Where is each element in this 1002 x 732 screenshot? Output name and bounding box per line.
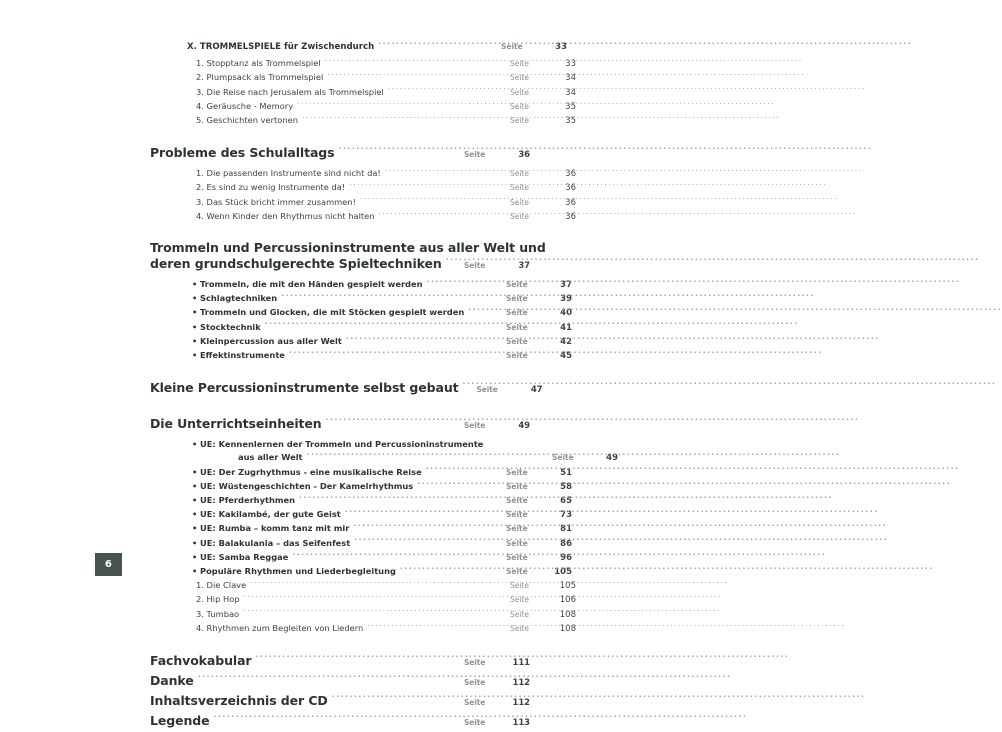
toc-entry-page-number: 49 bbox=[518, 421, 530, 432]
toc-entry-seite-label: Seite bbox=[510, 87, 530, 97]
toc-entry-page-number: 81 bbox=[560, 524, 572, 535]
toc-entry-seite-label: Seite bbox=[510, 623, 530, 633]
toc-entry-label: aus aller Welt bbox=[238, 452, 303, 463]
dot-leader bbox=[400, 566, 498, 574]
toc-entry-page-number: 106 bbox=[559, 595, 576, 606]
toc-entry-label: 1. Die passenden Instrumente sind nicht da! bbox=[196, 168, 381, 179]
toc-entry-page-number: 112 bbox=[512, 698, 530, 709]
toc-entry-label: 3. Die Reise nach Jerusalem als Trommelspiel bbox=[196, 86, 384, 97]
toc-entry-seite-label: Seite bbox=[464, 678, 486, 688]
dot-leader bbox=[427, 279, 498, 287]
toc-entry-seite-label: Seite bbox=[464, 698, 486, 708]
toc-entry-seite-label: Seite bbox=[464, 150, 486, 160]
dot-leader bbox=[307, 452, 544, 460]
toc-entry-label: X. TROMMELSPIELE für Zwischendurch bbox=[187, 42, 375, 52]
toc-entry-page-number: 73 bbox=[560, 510, 572, 521]
toc-entry-seite-label: Seite bbox=[510, 183, 530, 193]
toc-entry-label: 5. Geschichten vertonen bbox=[196, 115, 298, 126]
toc-entry-page-number: 40 bbox=[560, 308, 572, 319]
toc-entry-seite-label: Seite bbox=[506, 538, 528, 548]
toc-entry-page-number: 51 bbox=[560, 467, 572, 478]
dot-leader bbox=[281, 293, 498, 301]
toc-entry-seite-label: Seite bbox=[506, 510, 528, 520]
toc-entry-seite-label: Seite bbox=[506, 524, 528, 534]
toc-entry-label: Inhaltsverzeichnis der CD bbox=[150, 693, 328, 709]
toc-entry-label: • UE: Samba Reggae bbox=[192, 551, 292, 564]
dot-leader bbox=[379, 211, 502, 219]
toc-entry-page-number: 33 bbox=[555, 42, 567, 52]
toc-heading-line: Trommeln und Percussioninstrumente aus aller Welt und bbox=[150, 240, 546, 256]
toc-entry-label: 3. Das Stück bricht immer zusammen! bbox=[196, 196, 356, 207]
toc-entry[interactable] bbox=[150, 379, 543, 399]
toc-entry-label: • Effektinstrumente bbox=[192, 349, 289, 362]
toc-entry-seite-label: Seite bbox=[506, 552, 528, 562]
toc-entry-seite-label: Seite bbox=[510, 59, 530, 69]
toc-entry-page-number: 105 bbox=[559, 581, 576, 592]
dot-leader bbox=[346, 336, 498, 344]
toc-entry-seite-label: Seite bbox=[510, 101, 530, 111]
toc-entry[interactable] bbox=[196, 622, 576, 636]
toc-entry-seite-label: Seite bbox=[510, 609, 530, 619]
toc-entry-label: Legende bbox=[150, 713, 210, 729]
toc-entry-page-number: 41 bbox=[560, 322, 572, 333]
toc-entry-page-number: 36 bbox=[565, 211, 576, 222]
toc-entry-label: 4. Geräusche - Memory bbox=[196, 100, 294, 111]
dot-leader bbox=[353, 523, 498, 531]
dot-leader bbox=[354, 537, 498, 545]
dot-leader bbox=[198, 673, 456, 686]
dot-leader bbox=[345, 509, 498, 517]
toc-entry-page-number: 111 bbox=[512, 658, 530, 669]
toc-entry-label: 1. Stopptanz als Trommelspiel bbox=[196, 58, 321, 69]
dot-leader bbox=[250, 580, 502, 588]
dot-leader bbox=[327, 72, 502, 80]
toc-entry-label: • UE: Kennenlernen der Trommeln und Percussioninstrumente bbox=[192, 438, 487, 451]
toc-entry-page-number: 47 bbox=[530, 385, 543, 396]
toc-entry-label: Die Unterrichtseinheiten bbox=[150, 416, 322, 432]
toc-entry-label: • Trommeln, die mit den Händen gespielt werden bbox=[192, 278, 427, 291]
dot-leader bbox=[297, 101, 502, 109]
toc-entry-page-number: 113 bbox=[512, 718, 530, 729]
toc-entry-label: deren grundschulgerechte Spieltechniken bbox=[150, 256, 442, 272]
toc-entry-seite-label: Seite bbox=[506, 481, 528, 491]
toc-entry-page-number: 36 bbox=[565, 183, 576, 194]
dot-leader bbox=[417, 481, 498, 489]
toc-entry-seite-label: Seite bbox=[464, 658, 486, 668]
dot-leader bbox=[349, 182, 502, 190]
toc-entry-seite-label: Seite bbox=[506, 567, 528, 577]
toc-entry-page-number: 37 bbox=[560, 280, 572, 291]
dot-leader bbox=[385, 168, 502, 176]
toc-entry-label: • Schlagtechniken bbox=[192, 292, 281, 305]
toc-entry-seite-label: Seite bbox=[510, 581, 530, 591]
toc-entry-label: 4. Wenn Kinder den Rhythmus nicht halten bbox=[196, 210, 375, 221]
table-of-contents bbox=[150, 40, 618, 732]
dot-leader bbox=[326, 416, 456, 429]
toc-entry-page-number: 33 bbox=[565, 59, 576, 70]
toc-entry-label: 3. Tumbao bbox=[196, 608, 240, 619]
toc-entry-seite-label: Seite bbox=[506, 336, 528, 346]
dot-leader bbox=[360, 196, 502, 204]
toc-entry-seite-label: Seite bbox=[510, 197, 530, 207]
dot-leader bbox=[292, 552, 498, 560]
toc-entry-seite-label: Seite bbox=[464, 261, 486, 271]
dot-leader bbox=[325, 58, 502, 66]
toc-entry-seite-label: Seite bbox=[506, 351, 528, 361]
dot-leader bbox=[446, 256, 456, 269]
dot-leader bbox=[426, 466, 498, 474]
toc-entry-seite-label: Seite bbox=[501, 42, 523, 51]
toc-entry[interactable] bbox=[192, 349, 572, 363]
toc-entry-label: 1. Die Clave bbox=[196, 580, 247, 591]
dot-leader bbox=[332, 693, 456, 706]
toc-entry-label: • UE: Der Zugrhythmus - eine musikalische Reise bbox=[192, 466, 426, 479]
toc-entry-label: • UE: Pferderhythmen bbox=[192, 494, 299, 507]
toc-entry-label: • UE: Kakilambé, der gute Geist bbox=[192, 508, 345, 521]
toc-entry-seite-label: Seite bbox=[506, 496, 528, 506]
toc-entry-label: • UE: Balakulania – das Seifenfest bbox=[192, 537, 354, 550]
toc-entry-seite-label: Seite bbox=[510, 169, 530, 179]
toc-entry-seite-label: Seite bbox=[506, 467, 528, 477]
toc-entry-seite-label: Seite bbox=[510, 211, 530, 221]
toc-entry-page-number: 49 bbox=[606, 453, 618, 464]
toc-entry[interactable] bbox=[196, 210, 576, 224]
dot-leader bbox=[255, 653, 456, 666]
toc-entry-page-number: 108 bbox=[559, 623, 576, 634]
dot-leader bbox=[214, 713, 457, 726]
toc-entry[interactable] bbox=[150, 415, 530, 435]
toc-entry-page-number: 58 bbox=[560, 481, 572, 492]
dot-leader bbox=[299, 495, 498, 503]
page-number-badge: 6 bbox=[95, 553, 122, 576]
dot-leader bbox=[339, 145, 457, 158]
toc-entry-page-number: 36 bbox=[565, 197, 576, 208]
toc-entry-page-number: 35 bbox=[565, 116, 576, 127]
toc-entry-label: 2. Es sind zu wenig Instrumente da! bbox=[196, 182, 346, 193]
dot-leader bbox=[265, 321, 498, 329]
toc-entry-seite-label: Seite bbox=[506, 322, 528, 332]
dot-leader bbox=[378, 40, 493, 49]
toc-entry-page-number: 108 bbox=[559, 609, 576, 620]
toc-entry-page-number: 36 bbox=[518, 150, 530, 161]
dot-leader bbox=[388, 86, 502, 94]
toc-entry-seite-label: Seite bbox=[510, 595, 530, 605]
dot-leader bbox=[244, 594, 502, 602]
dot-leader bbox=[243, 608, 502, 616]
dot-leader bbox=[367, 623, 502, 631]
dot-leader bbox=[302, 115, 502, 123]
toc-entry-page-number: 45 bbox=[560, 351, 572, 362]
toc-entry-label: Fachvokabular bbox=[150, 653, 252, 669]
toc-entry-seite-label: Seite bbox=[506, 294, 528, 304]
toc-entry-label: • Trommeln und Glocken, die mit Stöcken gespielt werden bbox=[192, 306, 468, 319]
toc-entry-page-number: 37 bbox=[518, 261, 530, 272]
toc-entry-seite-label: Seite bbox=[476, 385, 498, 395]
toc-entry-page-number: 112 bbox=[512, 678, 530, 689]
toc-entry-label: Kleine Percussioninstrumente selbst gebaut bbox=[150, 380, 459, 396]
dot-leader bbox=[468, 307, 498, 315]
toc-entry-page-number: 86 bbox=[560, 538, 572, 549]
toc-entry-label: Probleme des Schulalltags bbox=[150, 145, 335, 161]
toc-entry-label: 4. Rhythmen zum Begleiten von Liedern bbox=[196, 622, 364, 633]
toc-entry-seite-label: Seite bbox=[510, 116, 530, 126]
toc-entry-page-number: 65 bbox=[560, 496, 572, 507]
toc-entry-label: • Kleinpercussion aus aller Welt bbox=[192, 335, 346, 348]
toc-entry-page-number: 36 bbox=[565, 169, 576, 180]
toc-entry-label: • Stocktechnik bbox=[192, 321, 265, 334]
dot-leader bbox=[463, 380, 469, 393]
toc-entry[interactable] bbox=[196, 114, 576, 128]
toc-entry-label: 2. Plumpsack als Trommelspiel bbox=[196, 72, 324, 83]
toc-entry-label: Danke bbox=[150, 673, 194, 689]
toc-entry-page-number: 42 bbox=[560, 336, 572, 347]
toc-entry-seite-label: Seite bbox=[510, 73, 530, 83]
toc-entry[interactable] bbox=[150, 712, 530, 732]
toc-entry-seite-label: Seite bbox=[552, 453, 574, 463]
dot-leader bbox=[289, 350, 498, 358]
toc-entry-page-number: 105 bbox=[554, 567, 572, 578]
toc-entry-label: • Populäre Rhythmen und Liederbegleitung bbox=[192, 565, 400, 578]
toc-entry-seite-label: Seite bbox=[506, 280, 528, 290]
toc-entry-seite-label: Seite bbox=[464, 421, 486, 431]
toc-entry-page-number: 96 bbox=[560, 552, 572, 563]
toc-entry-seite-label: Seite bbox=[464, 718, 486, 728]
toc-entry-page-number: 34 bbox=[565, 73, 576, 84]
spacer bbox=[150, 224, 530, 240]
toc-entry-page-number: 35 bbox=[565, 101, 576, 112]
toc-entry-label: • UE: Wüstengeschichten - Der Kamelrhythmus bbox=[192, 480, 417, 493]
toc-entry-seite-label: Seite bbox=[506, 308, 528, 318]
toc-entry-label: • UE: Rumba – komm tanz mit mir bbox=[192, 522, 353, 535]
toc-entry-page-number: 39 bbox=[560, 294, 572, 305]
toc-entry-label: 2. Hip Hop bbox=[196, 594, 240, 605]
toc-entry-page-number: 34 bbox=[565, 87, 576, 98]
